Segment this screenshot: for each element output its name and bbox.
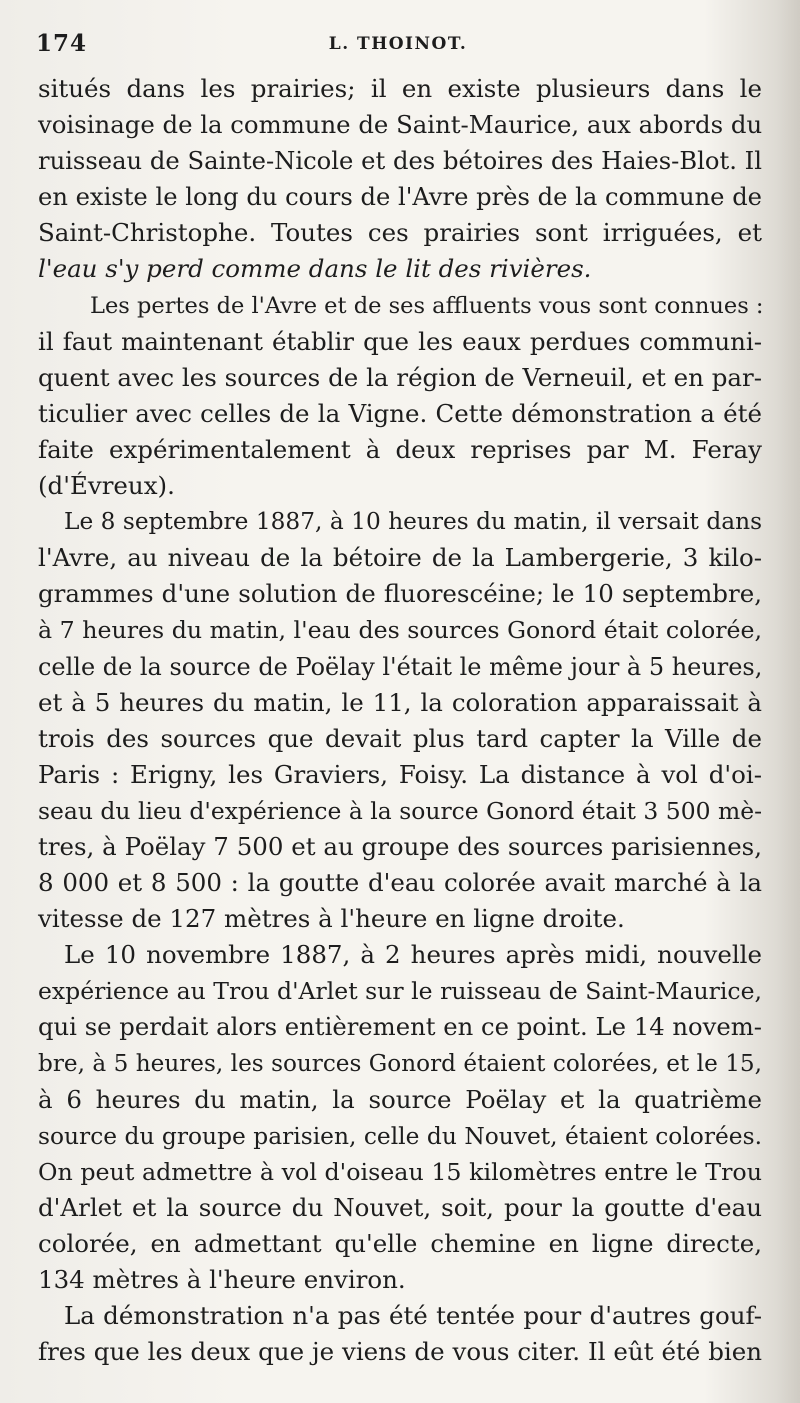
text-line: grammes d'une solution de fluorescéine; le 10 septembre, [38,579,762,609]
text-line: Les pertes de l'Avre et de ses affluents vous sont connues : [90,292,764,319]
paragraph [38,288,762,505]
paragraph [38,1298,762,1370]
text-line: bre, à 5 heures, les sources Gonord étaient colorées, et le 15, [38,1050,762,1077]
text-line: à 6 heures du matin, la source Poëlay et la quatrième [38,1084,762,1114]
text-line: seau du lieu d'expérience à la source Gonord était 3 500 mè- [38,796,762,825]
text-line: qui se perdait alors entièrement en ce point. Le 14 novem- [38,1012,762,1042]
text-line: Paris : Erigny, les Graviers, Foisy. La distance à vol d'oi- [38,759,762,789]
body-text [38,71,762,1370]
text-line: ticulier avec celles de la Vigne. Cette démonstration a été [38,398,762,428]
text-line: Saint-Christophe. Toutes ces prairies sont irriguées, et [38,218,762,248]
page-header [36,30,760,66]
text-line: faite expérimentalement à deux reprises par M. Feray [38,434,762,464]
text-line: à 7 heures du matin, l'eau des sources Gonord était colorée, [38,616,762,645]
text-line: 8 000 et 8 500 : la goutte d'eau colorée avait marché à la [38,868,762,898]
text-line: Le 10 novembre 1887, à 2 heures après midi, nouvelle [64,940,762,970]
text-line: 134 mètres à l'heure environ. [38,1265,406,1295]
text-line: Le 8 septembre 1887, à 10 heures du matin, il versait dans [64,508,762,536]
page-number: 174 [36,30,88,57]
text-line: trois des sources que devait plus tard capter la Ville de [38,723,762,753]
text-line: voisinage de la commune de Saint-Maurice, aux abords du [38,110,763,140]
text-line: source du groupe parisien, celle du Nouvet, étaient colorées. [38,1121,762,1150]
text-line: il faut maintenant établir que les eaux perdues communi- [38,326,762,356]
text-line: (d'Évreux). [38,471,175,501]
text-line: l'eau s'y perd comme dans le lit des rivières. [38,254,592,284]
running-head: L. THOINOT. [328,34,468,54]
paragraph [38,71,762,288]
text-line: On peut admettre à vol d'oiseau 15 kilomètres entre le Trou [38,1157,762,1186]
text-line: fres que les deux que je viens de vous citer. Il eût été bien [38,1337,762,1367]
text-line: en existe le long du cours de l'Avre près de la commune de [38,183,762,212]
text-line: ruisseau de Sainte-Nicole et des bétoires des Haies-Blot. Il [38,147,762,176]
paragraph [38,937,762,1298]
text-line: vitesse de 127 mètres à l'heure en ligne droite. [38,904,625,934]
text-line: d'Arlet et la source du Nouvet, soit, pour la goutte d'eau [38,1192,762,1222]
text-line: quent avec les sources de la région de Verneuil, et en par- [38,362,762,392]
text-line: l'Avre, au niveau de la bétoire de la Lambergerie, 3 kilo- [38,543,762,573]
text-line: colorée, en admettant qu'elle chemine en ligne directe, [38,1229,762,1258]
text-line: et à 5 heures du matin, le 11, la coloration apparaissait à [38,687,762,717]
text-line: tres, à Poëlay 7 500 et au groupe des sources parisiennes, [38,831,762,861]
paragraph [38,504,762,937]
text-line: expérience au Trou d'Arlet sur le ruisseau de Saint-Maurice, [38,977,762,1006]
text-line: La démonstration n'a pas été tentée pour d'autres gouf- [64,1301,762,1331]
text-line: situés dans les prairies; il en existe plusieurs dans le [38,74,762,103]
text-line: celle de la source de Poëlay l'était le même jour à 5 heures, [38,652,763,681]
